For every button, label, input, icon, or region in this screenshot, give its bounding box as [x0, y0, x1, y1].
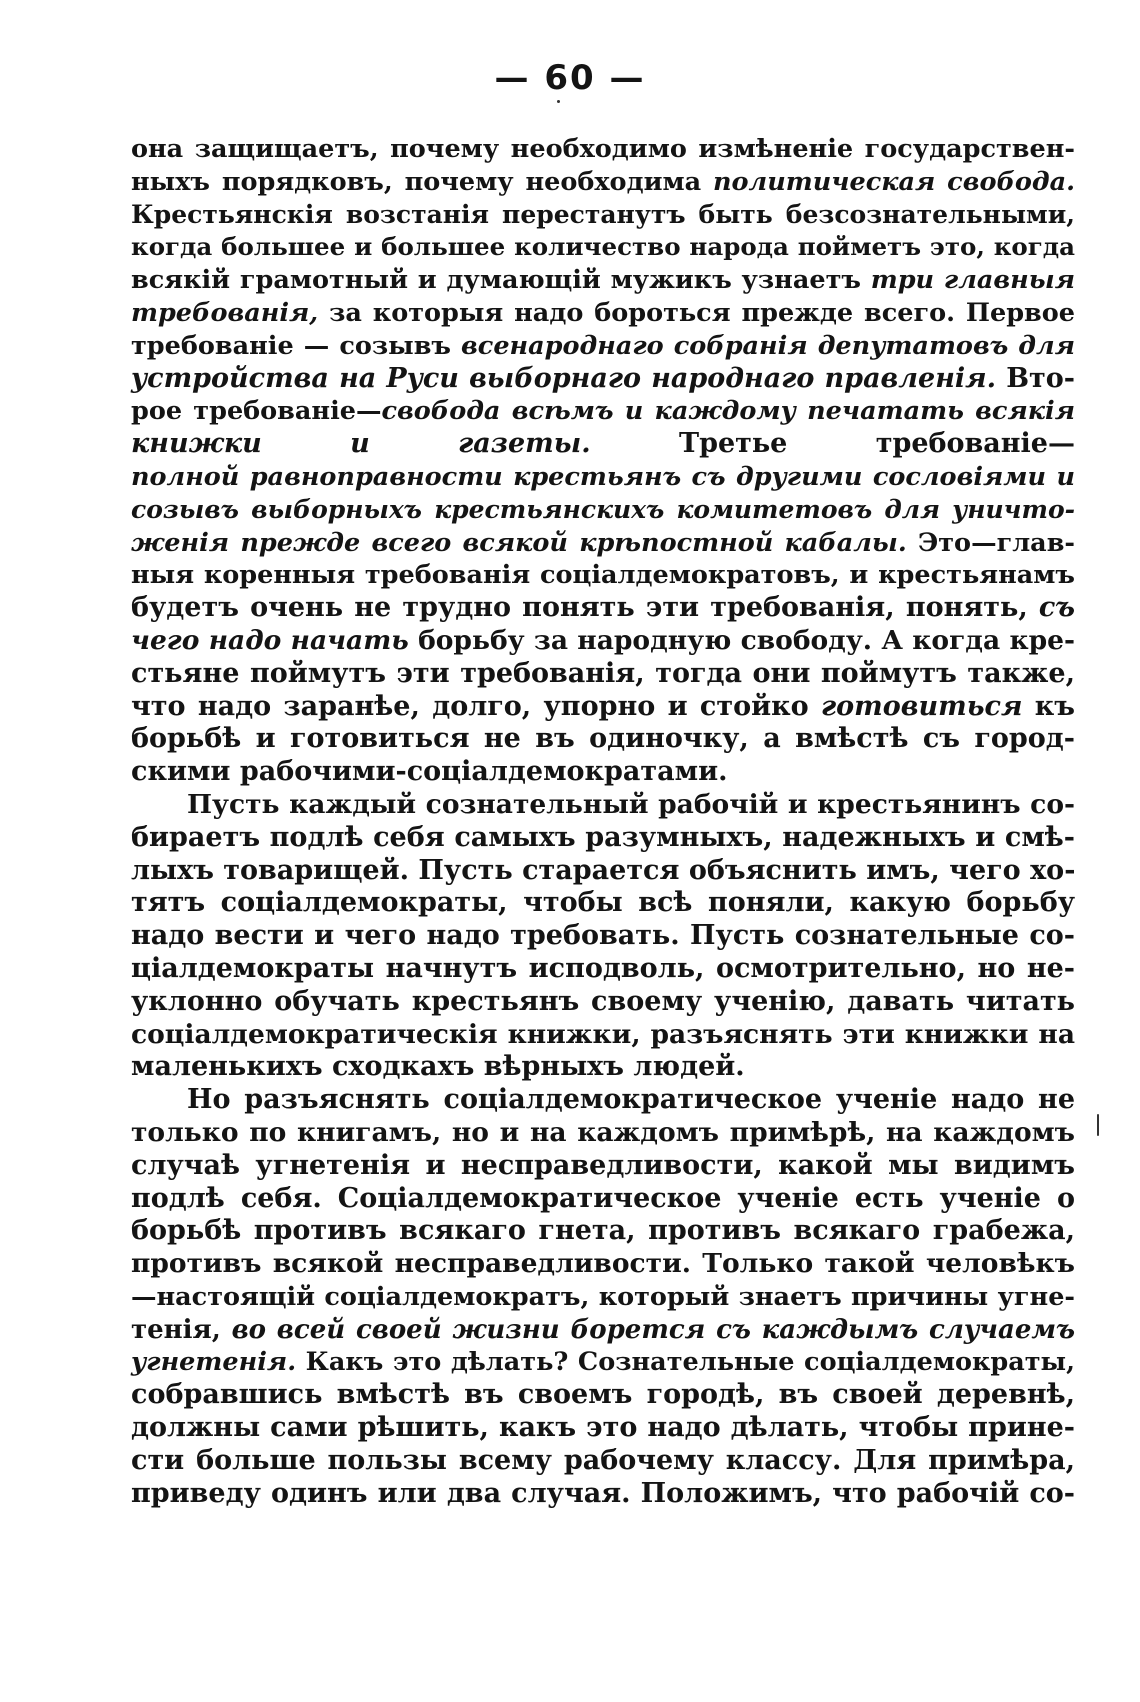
text-segment: за которыя надо бороться прежде всего. Первое	[318, 297, 1075, 328]
text-segment: борьбѣ и готовиться не въ одиночку, а вмѣстѣ съ город-	[131, 723, 1075, 755]
text-segment: къ	[1022, 690, 1075, 722]
ink-speck	[557, 100, 560, 103]
text-line	[131, 1445, 1075, 1478]
italic-text: готовиться	[820, 690, 1023, 722]
text-segment: Крестьянскія возстанія перестанутъ быть безсознательными,	[131, 199, 1075, 229]
text-segment: она защищаетъ, почему необходимо измѣненіе государствен-	[131, 134, 1075, 164]
text-line	[131, 625, 1075, 658]
italic-text: съ	[1038, 592, 1075, 624]
text-segment: тятъ соціалдемократы, чтобы всѣ поняли, какую борьбу	[131, 887, 1075, 919]
text-line	[131, 1051, 1075, 1084]
text-line	[131, 1084, 1075, 1117]
text-segment: скими рабочими-соціалдемократами.	[131, 756, 728, 788]
text-segment: —настоящій соціалдемократъ, который знаетъ причины угне-	[131, 1281, 1075, 1312]
text-line	[131, 559, 1075, 592]
italic-text: требованія,	[131, 297, 319, 328]
text-line	[131, 1019, 1075, 1052]
text-line	[131, 1183, 1075, 1216]
text-line	[131, 691, 1075, 724]
text-line	[131, 428, 1075, 461]
text-segment: надо вести и чего надо требовать. Пусть сознательные со-	[131, 920, 1075, 952]
text-line	[131, 1412, 1075, 1445]
text-line	[131, 527, 1075, 560]
text-segment: тенія,	[131, 1314, 232, 1345]
text-segment: уклонно обучать крестьянъ своему ученію, давать читать	[131, 985, 1075, 1017]
italic-text: женія прежде всего всякой крѣпостной кабалы.	[131, 527, 907, 558]
text-line	[131, 789, 1075, 822]
text-segment: бираетъ подлѣ себя самыхъ разумныхъ, надежныхъ и смѣ-	[131, 821, 1075, 853]
text-line	[131, 133, 1075, 166]
text-line	[131, 166, 1075, 199]
text-segment: собравшись вмѣстѣ въ своемъ городѣ, въ своей деревнѣ,	[131, 1379, 1075, 1411]
text-line	[131, 297, 1075, 330]
text-segment: соціалдемократическія книжки, разъяснять эти книжки на	[131, 1018, 1075, 1050]
text-line	[131, 1478, 1075, 1511]
text-line	[131, 1248, 1075, 1281]
text-segment: должны сами рѣшить, какъ это надо дѣлать, чтобы прине-	[131, 1412, 1075, 1444]
text-line	[131, 1346, 1075, 1379]
text-segment: приведу одинъ или два случая. Положимъ, что рабочій со-	[131, 1477, 1075, 1509]
text-segment: ныя коренныя требованія соціалдемократовъ, и крестьянамъ	[131, 560, 1075, 591]
text-line	[131, 920, 1075, 953]
text-line	[131, 199, 1075, 232]
text-line	[131, 822, 1075, 855]
text-segment: ціалдемократы начнутъ исподволь, осмотрительно, но не-	[131, 952, 1075, 984]
text-segment: что надо заранѣе, долго, упорно и стойко	[131, 690, 821, 722]
text-segment: когда большее и большее количество народа пойметъ это, когда	[131, 232, 1075, 262]
text-line	[131, 953, 1075, 986]
text-segment: требованіе — созывъ	[131, 330, 462, 361]
text-line	[131, 231, 1075, 264]
text-line	[131, 264, 1075, 297]
italic-text: во всей своей жизни борется съ каждымъ случаемъ	[231, 1314, 1075, 1345]
italic-text: полной равноправности крестьянъ съ другими сословіями и	[131, 461, 1075, 492]
text-line	[131, 723, 1075, 756]
text-line	[131, 592, 1075, 625]
italic-text: всенароднаго собранія депутатовъ для	[461, 330, 1075, 361]
text-line	[131, 1281, 1075, 1314]
italic-text: три главныя	[870, 265, 1076, 296]
text-segment: сти больше пользы всему рабочему классу. Для примѣра,	[131, 1444, 1075, 1476]
text-segment: Третье требованіе—	[590, 428, 1075, 460]
text-line	[131, 1379, 1075, 1412]
text-line	[131, 658, 1075, 691]
italic-text: устройства на Руси выборнаго народнаго правленія.	[131, 362, 997, 394]
text-segment: Но разъяснять соціалдемократическое ученіе надо не	[187, 1084, 1075, 1116]
italic-text: политическая свобода.	[713, 166, 1076, 197]
text-segment: Это—глав-	[906, 527, 1075, 558]
text-segment: всякій грамотный и думающій мужикъ узнаетъ	[131, 265, 871, 296]
text-segment: маленькихъ сходкахъ вѣрныхъ людей.	[131, 1051, 745, 1083]
text-line	[131, 756, 1075, 789]
text-segment: борьбу за народную свободу. А когда кре-	[408, 624, 1075, 656]
text-line	[131, 1150, 1075, 1183]
text-line	[131, 855, 1075, 888]
text-line	[131, 986, 1075, 1019]
text-line	[131, 363, 1075, 396]
text-line	[131, 395, 1075, 428]
text-segment: противъ всякой несправедливости. Только такой человѣкъ	[131, 1248, 1075, 1280]
text-segment: ныхъ порядковъ, почему необходима	[131, 166, 713, 197]
text-line	[131, 1117, 1075, 1150]
text-segment: будетъ очень не трудно понять эти требованія, понять,	[131, 592, 1039, 624]
italic-text: чего надо начать	[131, 624, 409, 656]
ink-speck	[1097, 1114, 1099, 1136]
text-line	[131, 887, 1075, 920]
text-line	[131, 494, 1075, 527]
text-segment: лыхъ товарищей. Пусть старается объяснить имъ, чего хо-	[131, 854, 1076, 886]
text-segment: случаѣ угнетенія и несправедливости, какой мы видимъ	[131, 1149, 1075, 1181]
text-segment: Пусть каждый сознательный рабочій и крестьянинъ со-	[187, 788, 1075, 820]
text-segment: Какъ это дѣлать? Сознательные соціалдемократы,	[296, 1347, 1075, 1378]
text-segment: Вто-	[996, 362, 1075, 394]
italic-text: книжки и газеты.	[131, 428, 591, 460]
italic-text: угнетенія.	[131, 1347, 297, 1378]
text-line	[131, 1215, 1075, 1248]
page-number: — 60 —	[494, 58, 646, 98]
text-segment: стьяне поймутъ эти требованія, тогда они поймутъ также,	[131, 657, 1075, 689]
body-text	[131, 133, 1075, 1510]
text-line	[131, 1314, 1075, 1347]
text-segment: рое требованіе—	[131, 396, 382, 427]
text-line	[131, 330, 1075, 363]
text-segment: только по книгамъ, но и на каждомъ примѣрѣ, на каждомъ	[131, 1116, 1075, 1148]
italic-text: свобода всѣмъ и каждому печатать всякія	[381, 396, 1075, 427]
text-segment: борьбѣ противъ всякаго гнета, противъ всякаго грабежа,	[131, 1215, 1075, 1247]
text-segment: подлѣ себя. Соціалдемократическое ученіе есть ученіе о	[131, 1182, 1075, 1214]
italic-text: созывъ выборныхъ крестьянскихъ комитетовъ для уничто-	[131, 494, 1075, 524]
text-line	[131, 461, 1075, 494]
